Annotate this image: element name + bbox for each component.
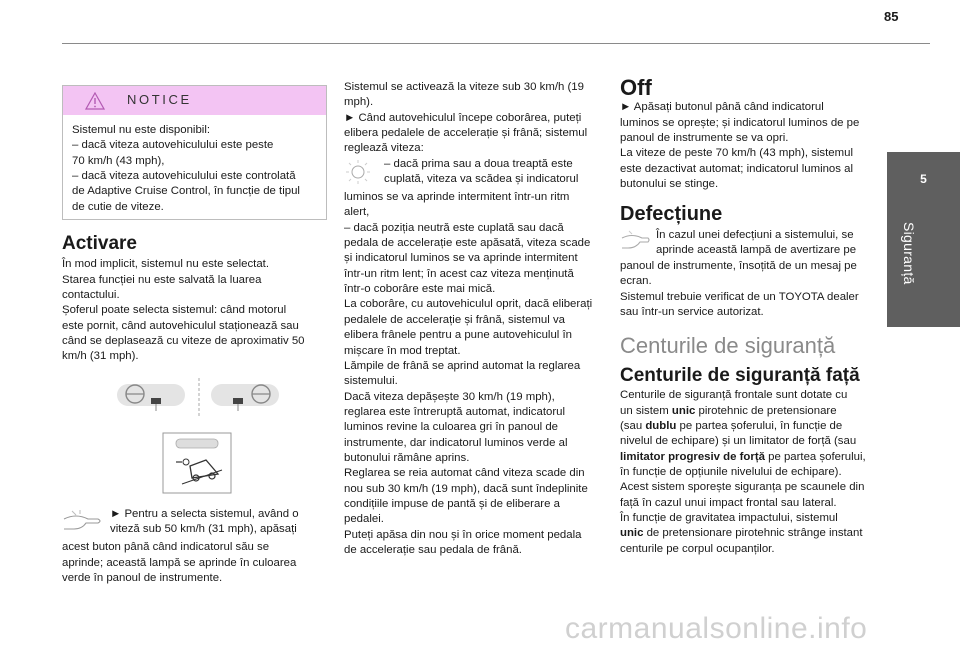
paragraph-line: Starea funcției nu este salvată la luarea [62, 273, 262, 286]
paragraph-line: Dacă viteza depășește 30 km/h (19 mph), [344, 390, 555, 403]
paragraph-line: luminos se va aprinde intermitent într-un ritm [344, 191, 570, 204]
paragraph-line: reglează viteza: [344, 142, 424, 155]
paragraph-line: panoul de instrumente se va opri. [620, 132, 789, 145]
paragraph-line: aprinde această lampă de avertizare pe [656, 244, 857, 257]
warning-triangle-icon [85, 92, 105, 115]
paragraph-line: cuplată, viteza va scădea și indicatorul [384, 173, 579, 186]
steering-wheel-illustration [115, 378, 280, 423]
paragraph-line: În cazul unei defecțiuni a sistemului, se [656, 228, 854, 241]
paragraph-line: butonului se stinge. [620, 178, 719, 191]
paragraph-line: pedalele de accelerație și frână, sistemul va [344, 313, 565, 326]
chapter-title: Siguranță [901, 222, 917, 285]
paragraph-line: km/h (31 mph). [62, 350, 139, 363]
paragraph-line: ► Apăsați butonul până când indicatorul [620, 101, 824, 114]
paragraph-line: pedala de accelerație este apăsată, viteza scade [344, 237, 591, 250]
paragraph-line: reglarea este întreruptă automat, indicatorul [344, 405, 565, 418]
paragraph-line: centurile pe corpul ocupanților. [620, 542, 775, 555]
notice-line: 70 km/h (43 mph), [72, 154, 165, 167]
paragraph-line: nivelul de echipare) și un limitator de forță (sau [620, 435, 857, 448]
paragraph-line [620, 419, 882, 434]
paragraph-line: La viteze de peste 70 km/h (43 mph), sistemul [620, 147, 853, 160]
centurile-heading: Centurile de siguranță față [620, 364, 860, 386]
paragraph-line: mph). [344, 96, 374, 109]
paragraph-line: alert, [344, 206, 370, 219]
text-run: pe partea șoferului, în funcție de [676, 419, 843, 432]
page-number: 85 [884, 9, 899, 24]
section-title: Centurile de siguranță [620, 333, 836, 359]
bold-term: unic [620, 527, 644, 540]
notice-line: – dacă viteza autovehiculului este peste [72, 139, 274, 152]
paragraph-line: Șoferul poate selecta sistemul: când motorul [62, 304, 287, 317]
notice-line: – dacă viteza autovehiculului este controlată [72, 170, 296, 183]
chapter-number: 5 [920, 172, 927, 186]
paragraph-line: sau într-un service autorizat. [620, 306, 764, 319]
paragraph-line: aprinde; această lampă se aprinde în culoarea [62, 556, 297, 569]
paragraph-line: nou sub 30 km/h (19 mph), dacă sunt îndeplinite [344, 482, 588, 495]
paragraph-line: viteză sub 50 km/h (31 mph), apăsați [110, 523, 297, 536]
notice-line: de cutie de viteze. [72, 200, 164, 213]
paragraph-line: luminos se oprește; și indicatorul luminos de pe [620, 116, 860, 129]
paragraph-line: elibera pedalele de accelerație și frână; sistemul [344, 127, 588, 140]
paragraph-line: În funcție de gravitatea impactului, sistemul [620, 511, 838, 524]
paragraph-line: Centurile de siguranță frontale sunt dotate cu [620, 389, 848, 402]
paragraph-line: Acest sistem sporește siguranța pe scaunele din [620, 481, 865, 494]
paragraph-line: Sistemul se activează la viteze sub 30 km/h (19 [344, 81, 584, 93]
paragraph-line: și indicatorul luminos se va aprinde intermitent [344, 252, 578, 265]
paragraph-line: condițiile impuse de pantă și de eliberare a [344, 497, 560, 510]
paragraph-line: ecran. [620, 275, 652, 288]
text-run: pirotehnic de pretensionare [695, 404, 837, 417]
paragraph-line: verde în panoul de instrumente. [62, 572, 223, 585]
paragraph-line: – dacă prima sau a doua treaptă este [384, 157, 573, 170]
paragraph-line [620, 450, 882, 465]
paragraph-line: instrumente, dar indicatorul luminos verde al [344, 436, 568, 449]
paragraph-line: este dezactivat automat; indicatorul luminos al [620, 162, 853, 175]
paragraph-line: acest buton până când indicatorul său se [62, 541, 270, 554]
paragraph-line: într-o coborâre este mai mică. [344, 283, 496, 296]
column-3 [620, 75, 882, 557]
text-run: un sistem [620, 404, 672, 417]
text-run: de pretensionare pirotehnic strânge instant [643, 527, 863, 540]
defectiune-heading: Defecțiune [620, 203, 723, 226]
column-2 [344, 80, 599, 558]
paragraph-line: când se deplasează cu viteze de aproximativ 50 [62, 335, 305, 348]
hand-pointer-icon [62, 509, 104, 540]
paragraph-line [620, 526, 882, 541]
paragraph-line: față în cazul unui impact frontal sau lateral. [620, 496, 837, 509]
paragraph-line: Reglarea se reia automat când viteza scade din [344, 467, 585, 480]
off-heading: Off [620, 75, 652, 100]
paragraph-line: într-un ritm lent; în acest caz viteza menținută [344, 267, 574, 280]
paragraph-line: pedalei. [344, 513, 384, 526]
paragraph-line: de accelerație sau pedala de frână. [344, 543, 522, 556]
paragraph-line: contactului. [62, 289, 120, 302]
activare-instruction [62, 507, 332, 586]
paragraph-line: panoul de instrumente, însoțită de un mesaj pe [620, 260, 857, 273]
activare-heading: Activare [62, 233, 137, 254]
warning-lamp-icon [620, 230, 650, 259]
bold-term: limitator progresiv de forță [620, 450, 765, 463]
paragraph-line: Sistemul trebuie verificat de un TOYOTA dealer [620, 290, 859, 303]
bold-term: dublu [645, 419, 677, 432]
text-run: (sau [620, 419, 646, 432]
paragraph-line: sistemului. [344, 375, 398, 388]
paragraph-line: ► Pentru a selecta sistemul, având o [110, 508, 299, 520]
notice-title: NOTICE [127, 92, 192, 107]
indicator-lamp-icon [344, 159, 378, 190]
notice-header [63, 86, 326, 115]
notice-text [72, 123, 322, 215]
notice-line: Sistemul nu este disponibil: [72, 124, 211, 136]
paragraph-line: – dacă poziția neutră este cuplată sau dacă [344, 221, 564, 234]
notice-box [62, 85, 327, 220]
paragraph-line: La coborâre, cu autovehiculul oprit, dacă eliberați [344, 298, 593, 311]
bold-term: unic [671, 404, 696, 417]
watermark: carmanualsonline.info [565, 612, 868, 645]
paragraph-line: butonului rămâne aprins. [344, 451, 470, 464]
paragraph-line: În mod implicit, sistemul nu este selectat. [62, 258, 270, 271]
text-run: pe partea șoferului, [764, 450, 866, 463]
paragraph-line [620, 404, 882, 419]
header-rule [62, 43, 930, 44]
paragraph-line: este pornit, când autovehiculul staționează sau [62, 319, 299, 332]
chapter-tab[interactable] [887, 152, 960, 327]
notice-line: de Adaptive Cruise Control, în funcție de tipul [72, 185, 300, 198]
paragraph-line: în funcție de opțiunile nivelului de echipare). [620, 465, 842, 478]
paragraph-line: mișcare în mod treptat. [344, 344, 461, 357]
paragraph-line: elibera frânele pentru a pune autovehiculul în [344, 329, 572, 342]
hill-descent-button-illustration [162, 432, 232, 499]
paragraph-line: Lămpile de frână se aprind automat la reglarea [344, 359, 581, 372]
paragraph-line: Puteți apăsa din nou și în orice moment pedala [344, 528, 582, 541]
activare-section [62, 233, 332, 365]
paragraph-line: luminos revine la culoarea gri în panoul de [344, 421, 559, 434]
paragraph-line: ► Când autovehiculul începe coborârea, puteți [344, 111, 582, 124]
